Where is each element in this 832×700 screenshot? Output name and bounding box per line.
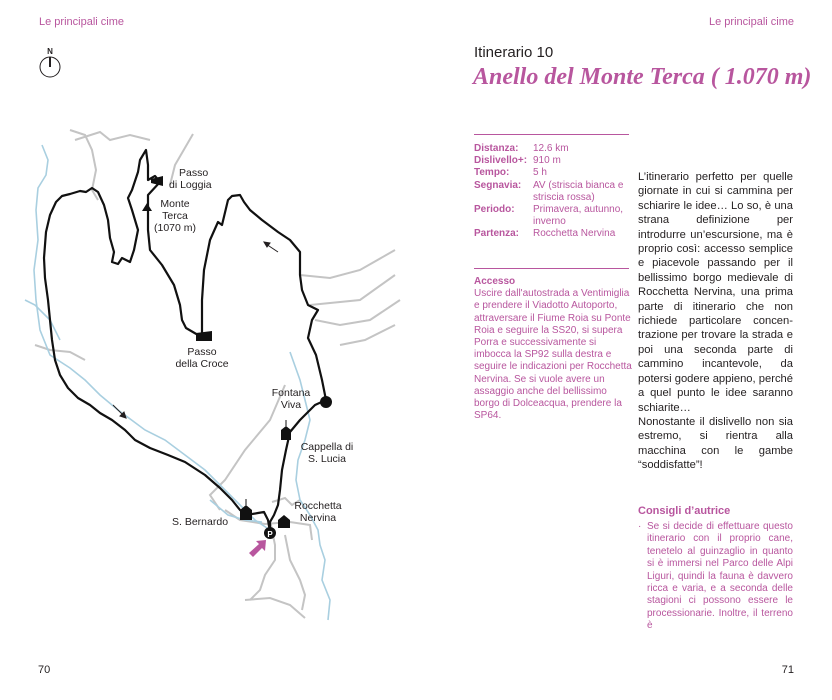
- fact-row: Dislivello+: 910 m: [474, 155, 561, 167]
- pass-icon: [196, 331, 212, 341]
- tips-item: [638, 521, 793, 645]
- page-number-left: 70: [38, 664, 51, 676]
- chapel-icon: [281, 420, 291, 440]
- chapel-icon: [240, 499, 252, 520]
- itinerary-number: Itinerario 10: [474, 44, 554, 61]
- summit-triangle-icon: [142, 203, 152, 211]
- fact-row: Periodo: Primavera, autunno, inverno: [474, 204, 624, 228]
- facts-list: [474, 143, 634, 241]
- label-passo-loggia: Passo di Loggia: [169, 167, 212, 191]
- fountain-dot-icon: [320, 396, 332, 408]
- tips-text: Se si decide di effettuare questo itinerario con il proprio cane, tenetelo al guinzaglio in quanto si è immersi nel Parco delle Alpi Liguri, quindi la fauna è davvero ricca e varia, e a seconda delle stagioni ci possono essere le processionarie. Inoltre, il terreno è: [647, 521, 793, 632]
- itinerary-title: Anello del Monte Terca ( 1.070 m): [473, 64, 812, 90]
- fact-row: Partenza: Rocchetta Nervina: [474, 228, 616, 240]
- fact-row: Tempo: 5 h: [474, 167, 547, 179]
- village-icon: [278, 515, 290, 528]
- compass-north-icon: [40, 47, 60, 77]
- tips-section: [638, 505, 793, 645]
- bullet: ·: [638, 521, 642, 532]
- access-section: [474, 276, 632, 422]
- fact-row: Segnavia: AV (striscia bianca e striscia rossa): [474, 179, 624, 203]
- parking-icon: [264, 527, 276, 539]
- label-rocchetta-nervina: Rocchetta Nervina: [294, 500, 342, 524]
- direction-arrow-icon: [113, 242, 278, 418]
- tips-heading: Consigli d’autrice: [638, 505, 731, 517]
- access-heading: Accesso: [474, 276, 516, 287]
- body-text: [638, 170, 793, 473]
- running-head-right: Le principali cime: [709, 16, 794, 28]
- start-arrow-icon: [249, 540, 266, 557]
- route-map: [0, 40, 416, 650]
- label-s-bernardo: S. Bernardo: [172, 516, 229, 528]
- divider: [474, 134, 629, 135]
- page-number-right: 71: [781, 664, 794, 676]
- roads: [35, 130, 400, 618]
- label-fontana-viva: Fontana Viva: [271, 387, 311, 411]
- label-passo-croce: Passo della Croce: [175, 346, 229, 370]
- body-paragraph: Nonostante il dislivello non sia estremo, si rientra alla macchina con le gambe “soddisfatte”!: [638, 415, 793, 472]
- label-monte-terca: Monte Terca (1070 m): [153, 198, 197, 234]
- divider: [474, 268, 629, 269]
- compass-label: N: [47, 47, 53, 56]
- running-head-left: Le principali cime: [39, 16, 124, 28]
- body-paragraph: L’itinerario perfetto per quelle giornate in cui si cammina per schiarire le idee… Lo so, è una strana definizione per introdurre un’escursione, ma è proprio così: accesso semplice e piacevole passando per il bellissimo borgo medievale di Rocchetta Nervina, una prima parte di itinerario che non richiede particolare concentrazione per trovare la strada e poi una seconda parte di cammino incantevole, da potersi godere appieno, perché a quel punto le idee saranno schiarite…: [638, 171, 793, 414]
- fact-row: Distanza: 12.6 km: [474, 143, 569, 154]
- access-text: Uscire dall'autostrada a Ventimiglia e prendere il Viadotto Autoporto, attraversare il Fiume Roia su Ponte Roia e seguire la SS20, si supera Porra e successivamente si imbocca la SP92 sulla destra e seguire le indicazioni per Rocchetta Nervina. Se si vuole avere un assaggio anche del bellissimo borgo di Dolceacqua, prendere la SP64.: [474, 288, 632, 422]
- label-cappella-s-lucia: Cappella di S. Lucia: [300, 441, 354, 465]
- parking-label: P: [267, 530, 273, 539]
